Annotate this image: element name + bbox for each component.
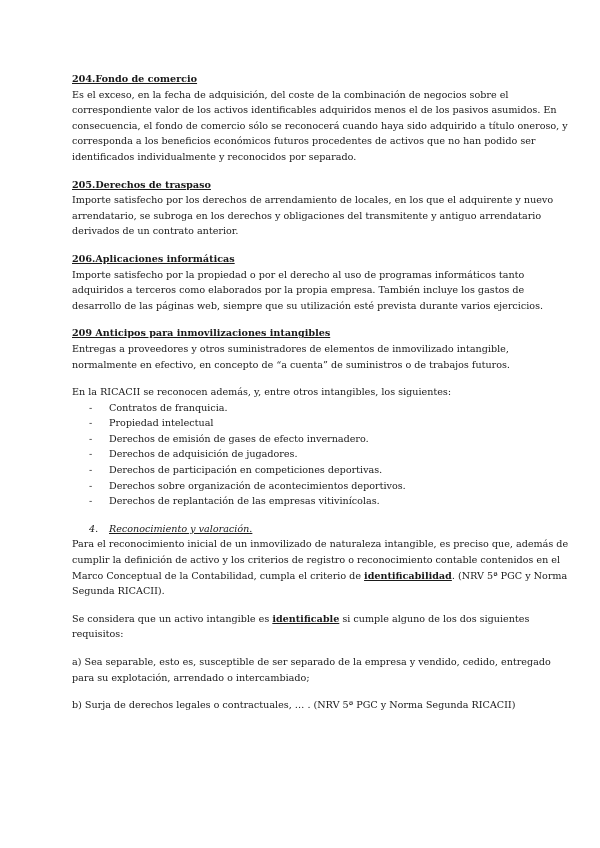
list-item-text: Derechos de emisión de gases de efecto invernadero. — [109, 433, 369, 445]
intangibles-list — [72, 401, 572, 510]
list-item — [72, 463, 572, 479]
section-4-heading — [72, 522, 572, 538]
recognition-text: Para el reconocimiento inicial de un inmovilizado de naturaleza intangible, es preciso que, además de cumplir la definición de activo y los criterios de registro o reconocimiento contable contenidos en el Marco Conceptual de la Contabilidad, cumpla el criterio de — [72, 539, 569, 582]
section-number: 4. — [89, 523, 99, 535]
list-dash: - — [89, 480, 93, 492]
identifiable-text: Se considera que un activo intangible es — [72, 613, 273, 625]
heading-205: 205.Derechos de traspaso — [72, 179, 211, 191]
recognition-text-end: . (NRV 5ª PGC y Norma Segunda RICACII). — [72, 570, 568, 598]
heading-204: 204.Fondo de comercio — [72, 74, 198, 85]
list-dash: - — [89, 402, 93, 414]
list-item — [72, 416, 572, 432]
list-item-text: Propiedad intelectual — [109, 418, 214, 430]
list-item-text: Derechos de replantación de las empresas vitivinícolas. — [109, 496, 380, 508]
list-dash: - — [89, 449, 93, 461]
recognition-paragraph — [72, 537, 572, 599]
list-dash: - — [89, 433, 93, 445]
list-item-text: Derechos de participación en competiciones deportivas. — [109, 465, 383, 477]
list-item-text: Derechos sobre organización de acontecimientos deportivos. — [109, 480, 406, 492]
list-item — [72, 401, 572, 417]
list-item-text: Derechos de adquisición de jugadores. — [109, 449, 298, 461]
heading-209: 209 Anticipos para inmovilizaciones intangibles — [72, 328, 331, 340]
list-dash: - — [89, 496, 93, 508]
list-item-text: Contratos de franquicia. — [109, 402, 228, 414]
paragraph-205: Importe satisfecho por los derechos de arrendamiento de locales, en los que el adquirente y nuevo arrendatario, se subroga en los derechos y obligaciones del transmitente y antiguo arrendatario derivados de un contrato anterior. — [72, 195, 554, 238]
requirement-a: a) Sea separable, esto es, susceptible de ser separado de la empresa y vendido, cedido, entregado para su explotación, arrendado o intercambiado; — [72, 657, 551, 684]
list-dash: - — [89, 465, 93, 477]
list-dash: - — [89, 418, 93, 430]
list-item — [72, 479, 572, 495]
identifiable-paragraph — [72, 612, 572, 643]
list-item — [72, 447, 572, 463]
paragraph-209: Entregas a proveedores y otros suministradores de elementos de inmovilizado intangible, normalmente en efectivo, en concepto de “a cuenta” de suministros o de trabajos futuros. — [72, 343, 510, 371]
ricacii-intro: En la RICACII se reconocen además, y, entre otros intangibles, los siguientes: — [72, 387, 452, 399]
section-title: Reconocimiento y valoración. — [109, 523, 253, 535]
document-body — [72, 72, 572, 714]
identifiable-term: identificable — [272, 613, 340, 625]
list-item — [72, 432, 572, 448]
requirement-b: b) Surja de derechos legales o contractuales, … . (NRV 5ª PGC y Norma Segunda RICACII) — [72, 700, 516, 712]
identifiable-text-end: si cumple alguno de los dos siguientes requisitos: — [72, 613, 530, 641]
heading-206: 206.Aplicaciones informáticas — [72, 253, 235, 265]
paragraph-204: Es el exceso, en la fecha de adquisición, del coste de la combinación de negocios sobre el correspondiente valor de los activos identificables adquiridos menos el de los pasivos asumidos. En consecuencia, el fondo de comercio sólo se reconocerá cuando haya sido adquirido a título oneroso, y corresponda a los beneficios económicos futuros procedentes de activos que no han podido ser identificados individualmente y reconocidos por separado. — [72, 89, 568, 163]
list-item — [72, 494, 572, 510]
paragraph-206: Importe satisfecho por la propiedad o por el derecho al uso de programas informáticos tanto adquiridos a terceros como elaborados por la propia empresa. También incluye los gastos de desarrollo de las páginas web, siempre que su utilización esté prevista durante varios ejercicios. — [72, 269, 544, 312]
identifiability-term: identificabilidad — [364, 570, 452, 582]
